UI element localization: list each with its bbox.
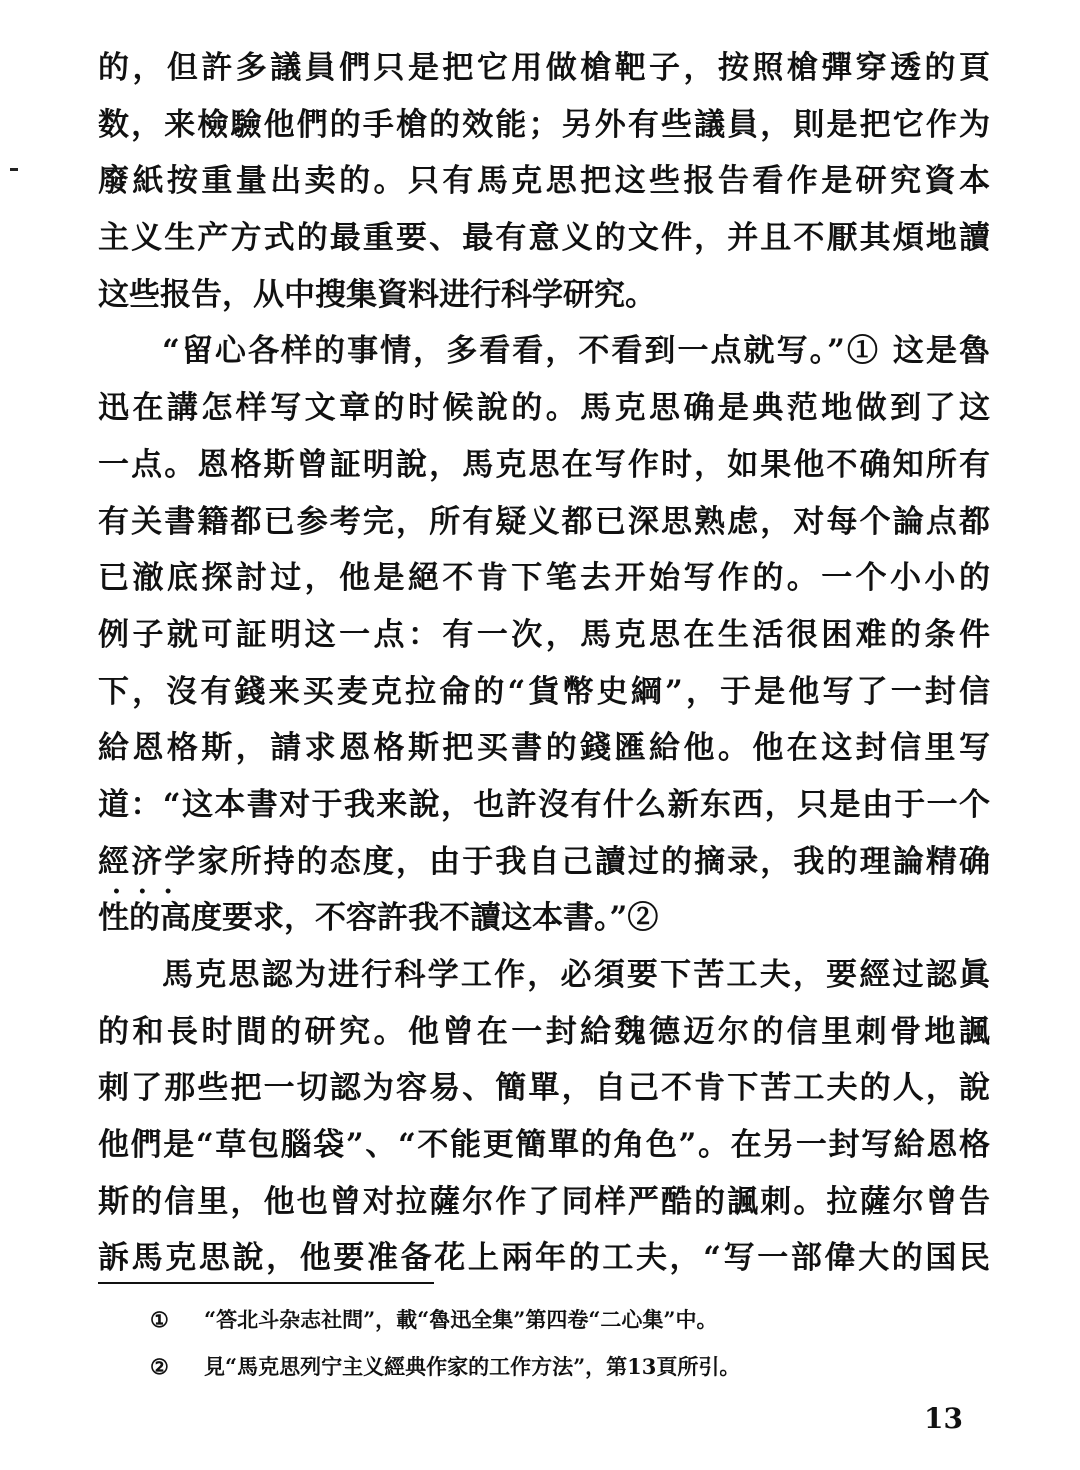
footnotes — [150, 1296, 990, 1390]
text-line: 有关書籍都已参考完，所有疑义都已深思熟虑，对每个論点都 — [98, 503, 990, 540]
text-line: 已澈底探討过，他是絕不肯下笔去开始写作的。一个小小的 — [98, 560, 990, 597]
footnote-2 — [150, 1343, 990, 1390]
footnote-1 — [150, 1296, 990, 1343]
text-line: 道：“这本書对于我来說，也許沒有什么新东西，只是由于一个 — [98, 786, 991, 823]
text-line: 下，沒有錢来买麦克拉侖的“貨幣史綱”，于是他写了一封信 — [98, 673, 990, 710]
text-line: 刺了那些把一切認为容易、簡單，自己不肯下苦工夫的人，說 — [98, 1070, 990, 1107]
text-line: 的，但許多議員們只是把它用做槍靶子，按照槍彈穿透的頁 — [98, 50, 990, 86]
footnote-marker: ① — [150, 1307, 169, 1332]
footnote-marker: ② — [150, 1354, 169, 1379]
footnote-text: “答北斗杂志社問”，載“魯迅全集”第四卷“二心集”中。 — [204, 1307, 718, 1332]
text-line: 斯的信里，他也曾对拉薩尔作了同样严酷的諷刺。拉薩尔曾告 — [98, 1183, 990, 1220]
text-line: 这些报告，从中搜集資料进行科学研究。 — [98, 276, 656, 313]
text-line-emphasized: 經济学家所持的态度，由于我自己讀过的摘录，我的理論精确 • • • — [98, 834, 990, 891]
body-text — [98, 40, 990, 1287]
footnote-divider — [98, 1282, 434, 1284]
text-line: 給恩格斯，請求恩格斯把买書的錢匯給他。他在这封信里写 — [98, 730, 990, 767]
text-line: 廢紙按重量出卖的。只有馬克思把这些报告看作是研究資本 — [98, 163, 990, 200]
text-line: 他們是“草包腦袋”、“不能更簡單的角色”。在另一封写給恩格 — [98, 1127, 990, 1164]
text-line: 訴馬克思說，他要准备花上兩年的工夫，“写一部偉大的国民 — [98, 1240, 990, 1277]
text-line: 数，来檢驗他們的手槍的效能；另外有些議員，則是把它作为 — [98, 106, 990, 143]
page-number: 13 — [924, 1402, 963, 1435]
text-line: 一点。恩格斯曾証明說，馬克思在写作时，如果他不确知所有 — [98, 446, 990, 483]
paragraph-start-line: 馬克思認为进行科学工作，必須要下苦工夫，要經过認眞 — [162, 957, 990, 993]
text-line: 主义生产方式的最重要、最有意义的文件，并且不厭其煩地讀 — [98, 220, 990, 257]
text-line: 性的高度要求，不容許我不讀这本書。”② — [98, 900, 659, 937]
text-line: 迅在講怎样写文章的时候說的。馬克思确是典范地做到了这 — [98, 390, 990, 427]
margin-mark — [10, 168, 18, 171]
text-line: 的和長时間的研究。他曾在一封給魏德迈尔的信里刺骨地諷 — [98, 1013, 990, 1050]
footnote-text: 見“馬克思列宁主义經典作家的工作方法”，第13頁所引。 — [204, 1354, 741, 1379]
paragraph-start-line: “留心各样的事情，多看看，不看到一点就写。”① 这是魯 — [162, 333, 990, 370]
text-line: 例子就可証明这一点：有一次，馬克思在生活很困难的条件 — [98, 616, 990, 653]
